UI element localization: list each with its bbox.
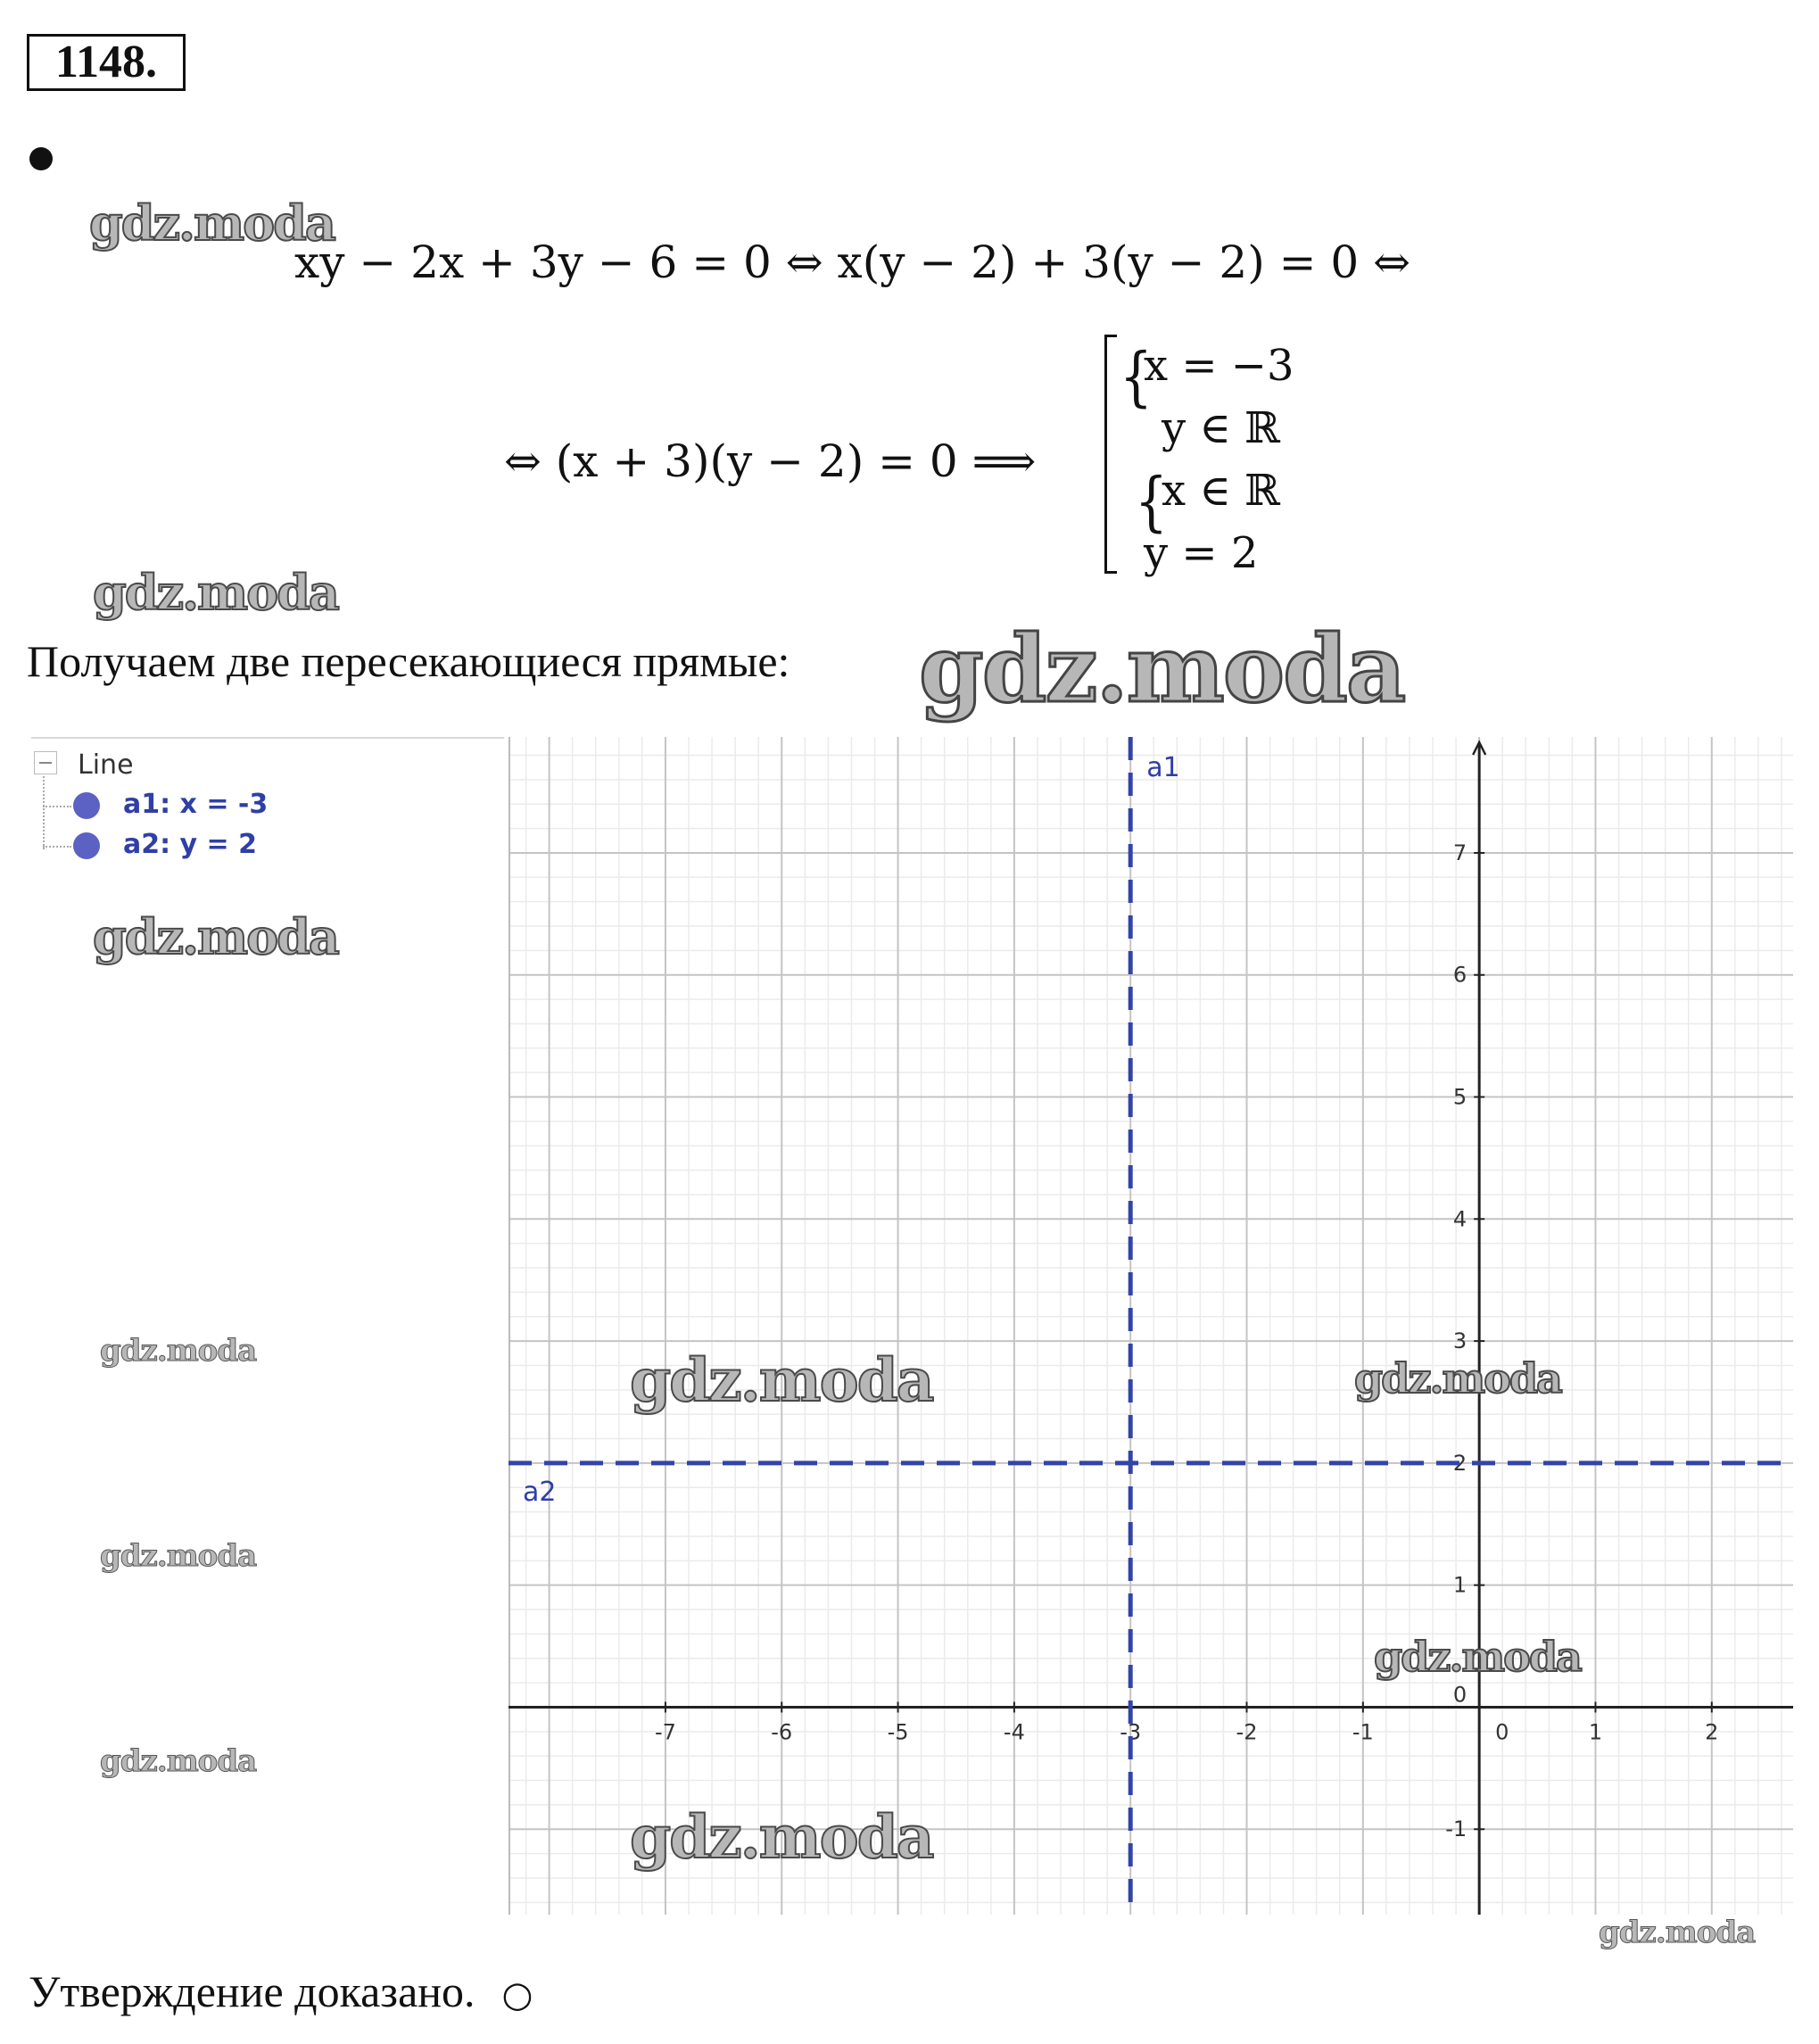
collapse-icon[interactable] (34, 751, 57, 774)
bullet-icon (29, 147, 53, 170)
visibility-dot-icon[interactable] (73, 792, 100, 819)
legend-item-a1[interactable]: a1: x = -3 (123, 789, 269, 820)
x-tick-label: -3 (1120, 1719, 1142, 1745)
conclusion-text: Утверждение доказано. (29, 1966, 475, 2016)
watermark: gdz.moda (100, 1538, 257, 1574)
y-tick-label: 3 (1452, 1328, 1468, 1354)
watermark: gdz.moda (100, 1333, 257, 1369)
x-tick-label: -2 (1236, 1719, 1258, 1745)
legend-divider (31, 737, 504, 739)
watermark: gdz.moda (100, 1743, 257, 1779)
watermark: gdz.moda (919, 614, 1405, 724)
y-tick-label: 6 (1452, 962, 1468, 988)
coordinate-plane (508, 737, 1793, 1915)
x-tick-label: 2 (1705, 1719, 1719, 1745)
visibility-dot-icon[interactable] (73, 832, 100, 859)
system1-eq2: y ∈ ℝ (1162, 403, 1281, 453)
x-tick-label: -6 (771, 1719, 793, 1745)
legend-title: Line (78, 749, 134, 781)
watermark: gdz.moda (93, 564, 338, 621)
watermark: gdz.moda (1374, 1633, 1581, 1681)
left-brace-icon: { (1120, 337, 1153, 414)
tree-connector (43, 776, 45, 849)
tree-connector (43, 846, 71, 848)
x-tick-label: -7 (654, 1719, 676, 1745)
square-bracket-icon (1104, 335, 1117, 574)
x-tick-label: 0 (1495, 1719, 1509, 1745)
watermark: gdz.moda (1354, 1354, 1561, 1403)
watermark: gdz.moda (630, 1345, 933, 1415)
equation-line-1: xy − 2x + 3y − 6 = 0 ⇔ x(y − 2) + 3(y − 2) = 0 ⇔ (294, 236, 1411, 288)
x-tick-label: -5 (887, 1719, 909, 1745)
x-tick-label: 1 (1588, 1719, 1603, 1745)
y-tick-label: 7 (1452, 840, 1468, 865)
problem-number: 1148. (27, 34, 186, 91)
equation-line-2: ⇔ (x + 3)(y − 2) = 0 ⟹ (504, 435, 1037, 487)
legend-item-a2[interactable]: a2: y = 2 (123, 829, 258, 860)
y-tick-label: 5 (1452, 1084, 1468, 1110)
y-tick-label: 0 (1452, 1682, 1468, 1708)
intro-text: Получаем две пересекающиеся прямые: (27, 636, 790, 686)
system2-eq2: y = 2 (1144, 528, 1259, 578)
x-tick-label: -1 (1352, 1719, 1374, 1745)
end-mark-icon: ○ (501, 1974, 533, 2015)
y-tick-label: 2 (1452, 1450, 1468, 1476)
y-tick-label: -1 (1445, 1816, 1468, 1842)
y-tick-label: 4 (1452, 1206, 1468, 1232)
tree-connector (43, 806, 71, 807)
system1-eq1: x = −3 (1144, 341, 1294, 391)
left-brace-icon: { (1135, 462, 1168, 539)
watermark: gdz.moda (1599, 1915, 1756, 1950)
y-tick-label: 1 (1452, 1572, 1468, 1598)
x-tick-label: -4 (1003, 1719, 1025, 1745)
conclusion (29, 1965, 533, 2017)
line-label-a1: a1 (1146, 752, 1180, 783)
system2-eq1: x ∈ ℝ (1162, 466, 1281, 516)
watermark: gdz.moda (630, 1802, 933, 1872)
line-label-a2: a2 (523, 1476, 557, 1508)
watermark: gdz.moda (89, 194, 335, 252)
watermark: gdz.moda (93, 908, 338, 965)
